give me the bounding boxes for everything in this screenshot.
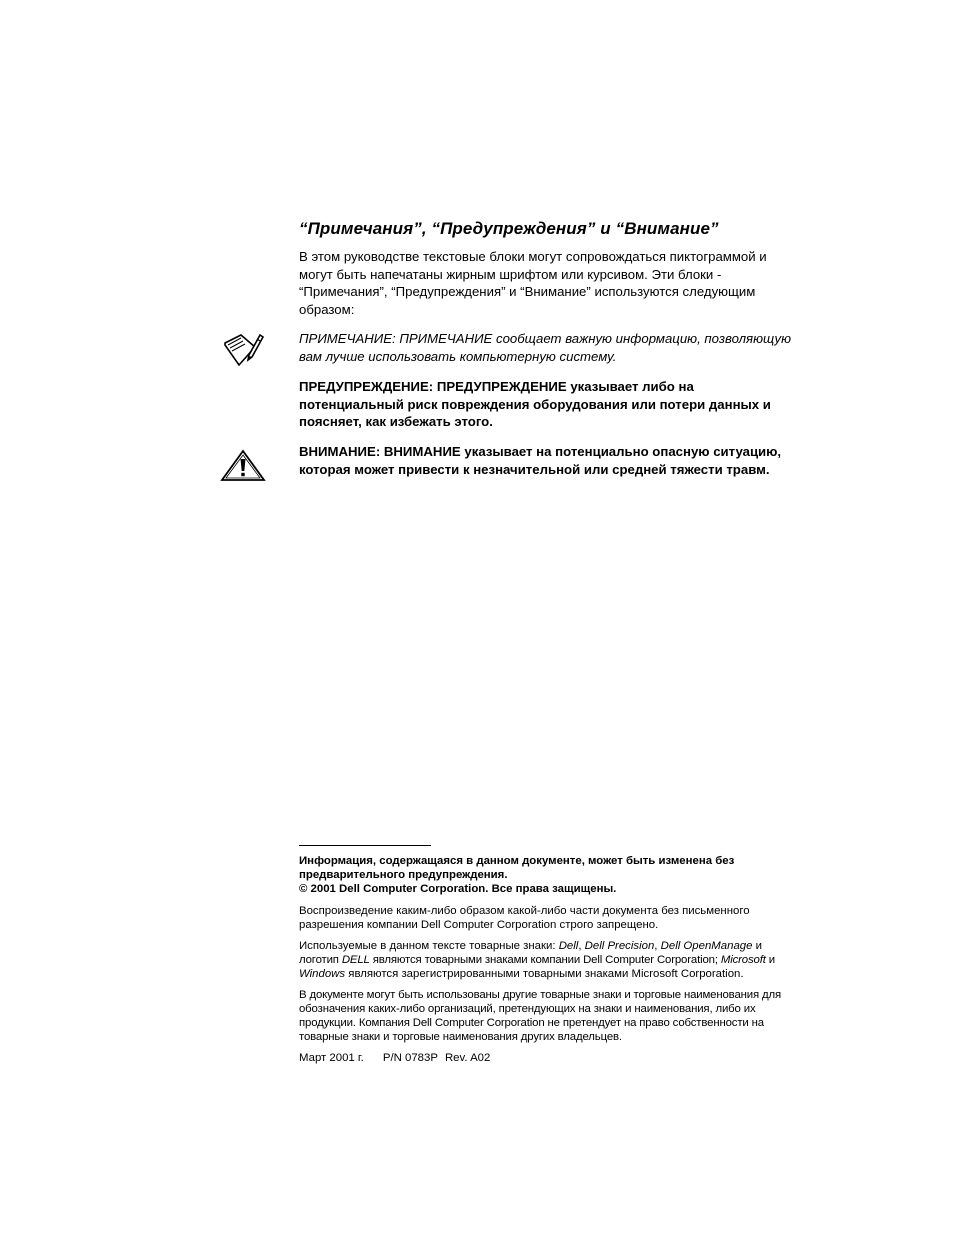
- trademark-windows: Windows: [299, 968, 346, 980]
- intro-line: образом:: [299, 301, 355, 317]
- footer-info-line: Информация, содержащаяся в данном документе, может быть изменена без: [299, 855, 735, 867]
- trademark-text: ,: [578, 940, 585, 952]
- footer-reproduction: [299, 904, 839, 932]
- trademark-microsoft: Microsoft: [720, 954, 766, 966]
- other-marks-line: В документе могут быть использованы другие товарные знаки и торговые наименования для: [299, 989, 782, 1001]
- intro-line: В этом руководстве текстовые блоки могут сопровождаться пиктограммой и: [299, 249, 767, 264]
- caution-line: ВНИМАНИЕ: ВНИМАНИЕ указывает на потенциально опасную ситуацию,: [299, 444, 782, 459]
- footer-publication-info: [299, 1051, 839, 1065]
- notice-line: ПРЕДУПРЕЖДЕНИЕ: ПРЕДУПРЕЖДЕНИЕ указывает либо на: [299, 379, 694, 394]
- trademark-text: и: [752, 940, 762, 952]
- footer-info-line: предварительного предупреждения.: [299, 869, 508, 881]
- trademark-dell-logo: DELL: [341, 954, 370, 966]
- trademark-line: [299, 939, 839, 953]
- trademark-text: и: [765, 954, 775, 966]
- trademark-text: ,: [654, 940, 661, 952]
- intro-paragraph: [299, 248, 839, 318]
- other-marks-line: товарные знаки и торговые наименования других владельцев.: [299, 1031, 622, 1043]
- trademark-text: являются зарегистрированными товарными знаками Microsoft Corporation.: [345, 968, 744, 980]
- notice-line: поясняет, как избежать этого.: [299, 414, 493, 429]
- section-heading: “Примечания”, “Предупреждения” и “Внимание”: [299, 219, 719, 238]
- trademark-text: Используемые в данном тексте товарные знаки:: [299, 940, 559, 952]
- note-block: [299, 330, 839, 365]
- trademark-text: логотип: [299, 954, 342, 966]
- warning-triangle-icon: [220, 449, 266, 483]
- footer-other-trademarks: [299, 988, 839, 1044]
- trademark-dell-openmanage: Dell OpenManage: [660, 940, 753, 952]
- footer-trademarks: [299, 939, 839, 981]
- note-line: ПРИМЕЧАНИЕ: ПРИМЕЧАНИЕ сообщает важную информацию, позволяющую: [299, 331, 792, 346]
- reproduction-line: разрешения компании Dell Computer Corporation строго запрещено.: [299, 919, 659, 931]
- trademark-line: [299, 953, 839, 967]
- revision: Rev. A02: [444, 1052, 491, 1064]
- trademark-line: [299, 967, 839, 981]
- copyright-line: © 2001 Dell Computer Corporation. Все права защищены.: [299, 883, 617, 895]
- note-pencil-icon: [221, 331, 265, 369]
- notice-line: потенциальный риск повреждения оборудования или потери данных и: [299, 396, 771, 412]
- intro-line: “Примечания”, “Предупреждения” и “Внимание” используются следующим: [299, 284, 756, 299]
- caution-block: [299, 443, 839, 478]
- notice-block: [299, 378, 839, 431]
- publication-date: Март 2001 г.: [299, 1052, 364, 1064]
- intro-line: могут быть напечатаны жирным шрифтом или курсивом. Эти блоки -: [299, 266, 722, 282]
- reproduction-line: Воспроизведение каким-либо образом какой-либо части документа без письменного: [299, 905, 750, 917]
- footer-info: [299, 854, 839, 896]
- part-number: P/N 0783P: [382, 1052, 438, 1064]
- trademark-dell-precision: Dell Precision: [584, 940, 655, 952]
- trademark-text: являются товарными знаками компании Dell Computer Corporation;: [369, 954, 721, 966]
- trademark-dell: Dell: [558, 940, 579, 952]
- footer-divider: [299, 845, 431, 846]
- note-line: вам лучше использовать компьютерную систему.: [299, 348, 617, 364]
- other-marks-line: продукции. Компания Dell Computer Corporation не претендует на право собственности на: [299, 1017, 764, 1029]
- caution-line: которая может привести к незначительной или средней тяжести травм.: [299, 461, 770, 477]
- other-marks-line: обозначения каких-либо организаций, претендующих на знаки и наименования, либо их: [299, 1003, 756, 1015]
